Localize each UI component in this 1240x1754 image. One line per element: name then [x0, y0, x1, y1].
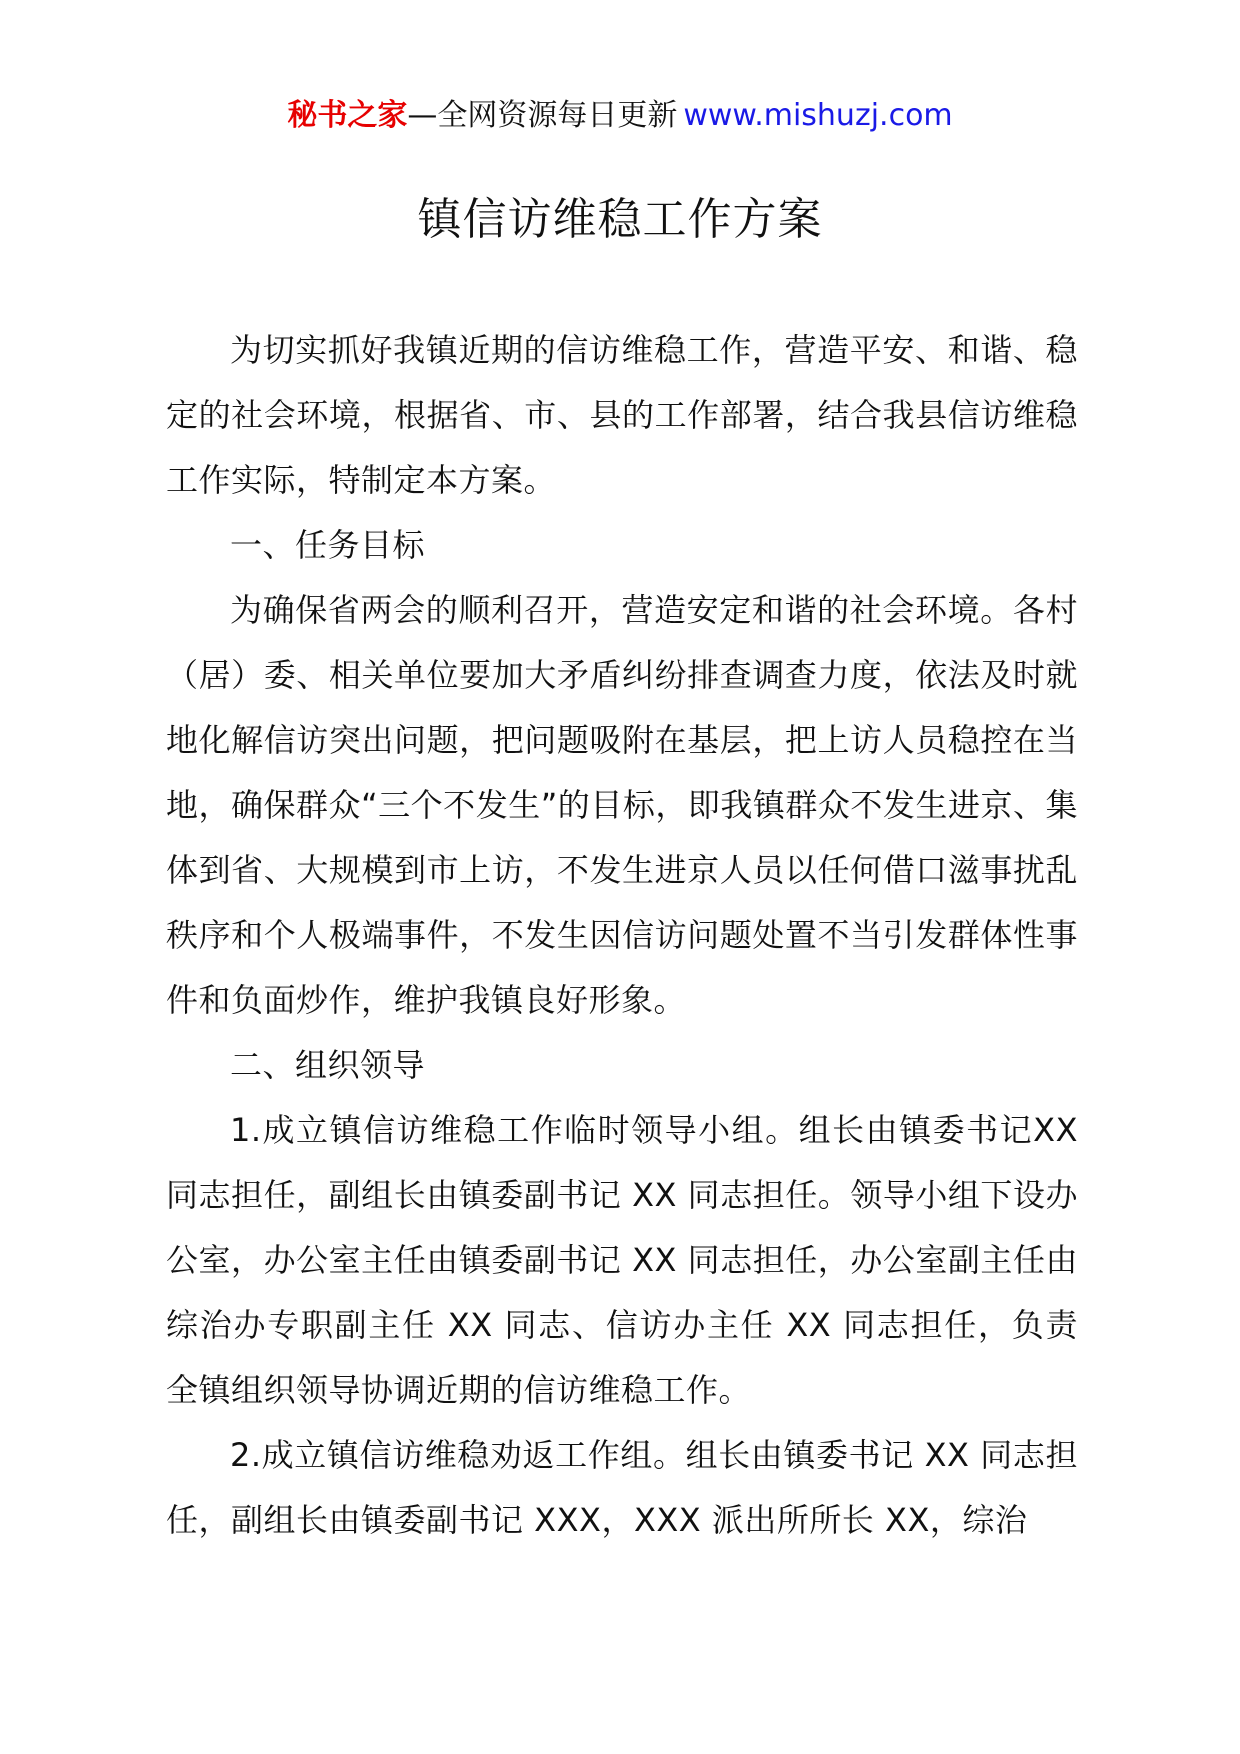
document-title: 镇信访维稳工作方案: [417, 194, 823, 245]
brand-name: 秘书之家: [287, 98, 408, 133]
paragraph-goals: 为确保省两会的顺利召开，营造安定和谐的社会环境。各村（居）委、相关单位要加大矛盾纠纷排查调查力度，依法及时就地化解信访突出问题，把问题吸附在基层，把上访人员稳控在当地，确保群众“三个不发生”的目标，即我镇群众不发生进京、集体到省、大规模到市上访，不发生进京人员以任何借口滋事扰乱秩序和个人极端事件，不发生因信访问题处置不当引发群体性事件和负面炒作，维护我镇良好形象。: [166, 591, 1078, 1019]
paragraph-intro: 为切实抓好我镇近期的信访维稳工作，营造平安、和谐、稳定的社会环境，根据省、市、县的工作部署，结合我县信访维稳工作实际，特制定本方案。: [166, 331, 1078, 499]
section-heading-leadership: 二、组织领导: [230, 1046, 426, 1084]
site-url-link[interactable]: www.mishuzj.com: [683, 98, 953, 133]
paragraph-leadership-group: 1.成立镇信访维稳工作临时领导小组。组长由镇委书记XX 同志担任，副组长由镇委副书记 XX 同志担任。领导小组下设办公室，办公室主任由镇委副书记 XX 同志担任，办公室副主任由综治办专职副主任 XX 同志、信访办主任 XX 同志担任，负责全镇组织领导协调近期的信访维稳工作。: [166, 1111, 1078, 1409]
header-tagline: —全网资源每日更新: [407, 98, 678, 133]
section-heading-goals: 一、任务目标: [230, 526, 426, 564]
paragraph-persuasion-team: 2.成立镇信访维稳劝返工作组。组长由镇委书记 XX 同志担任，副组长由镇委副书记 XXX，XXX 派出所所长 XX，综治: [166, 1436, 1078, 1539]
document-body: [166, 318, 1078, 1553]
site-header: [0, 96, 1240, 136]
